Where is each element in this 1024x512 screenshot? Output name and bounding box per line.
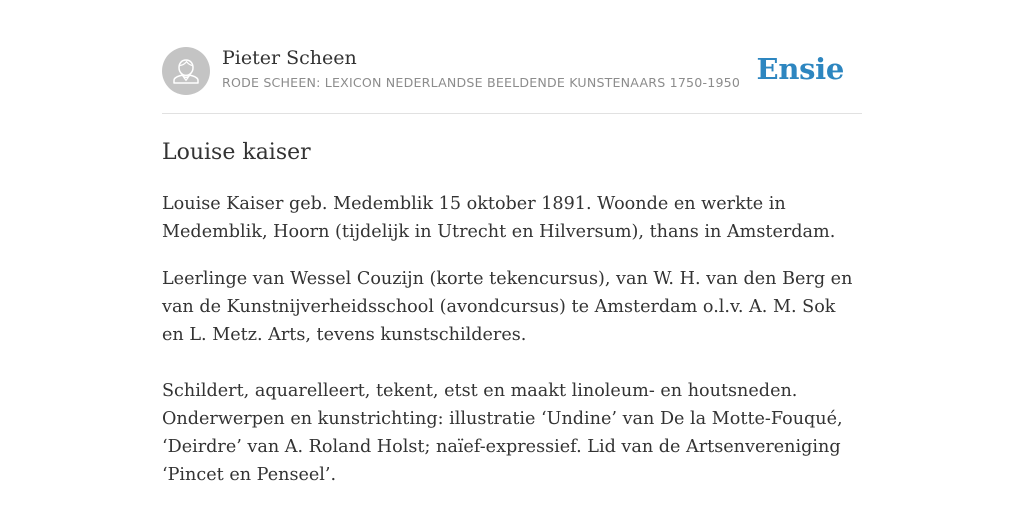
user-icon [162,47,210,95]
source-title[interactable]: RODE SCHEEN: LEXICON NEDERLANDSE BEELDENDE KUNSTENAARS 1750-1950 [222,75,741,90]
article-title: Louise kaiser [162,140,311,165]
article-paragraph-2: Leerlinge van Wessel Couzijn (korte tekencursus), van W. H. van den Berg en van de Kunstnijverheidsschool (avondcursus) te Amsterdam o.l.v. A. M. Sok en L. Metz. Arts, tevens kunstschilderes. [162,269,853,345]
article-paragraph-3: Schildert, aquarelleert, tekent, etst en maakt linoleum- en houtsneden. Onderwerpen en kunstrichting: illustratie ‘Undine’ van De la Motte-Fouqué, ‘Deirdre’ van A. Roland Holst; naïef-expressief. Lid van de Artsenvereniging ‘Pincet en Penseel’. [162,381,843,485]
author-name[interactable]: Pieter Scheen [222,47,357,69]
avatar[interactable] [162,47,210,95]
header [162,46,862,96]
article-paragraph-1: Louise Kaiser geb. Medemblik 15 oktober 1891. Woonde en werkte in Medemblik, Hoorn (tijdelijk in Utrecht en Hilversum), thans in Amsterdam. [162,194,836,242]
header-divider [162,113,862,114]
ensie-logo[interactable]: Ensie [756,52,844,86]
